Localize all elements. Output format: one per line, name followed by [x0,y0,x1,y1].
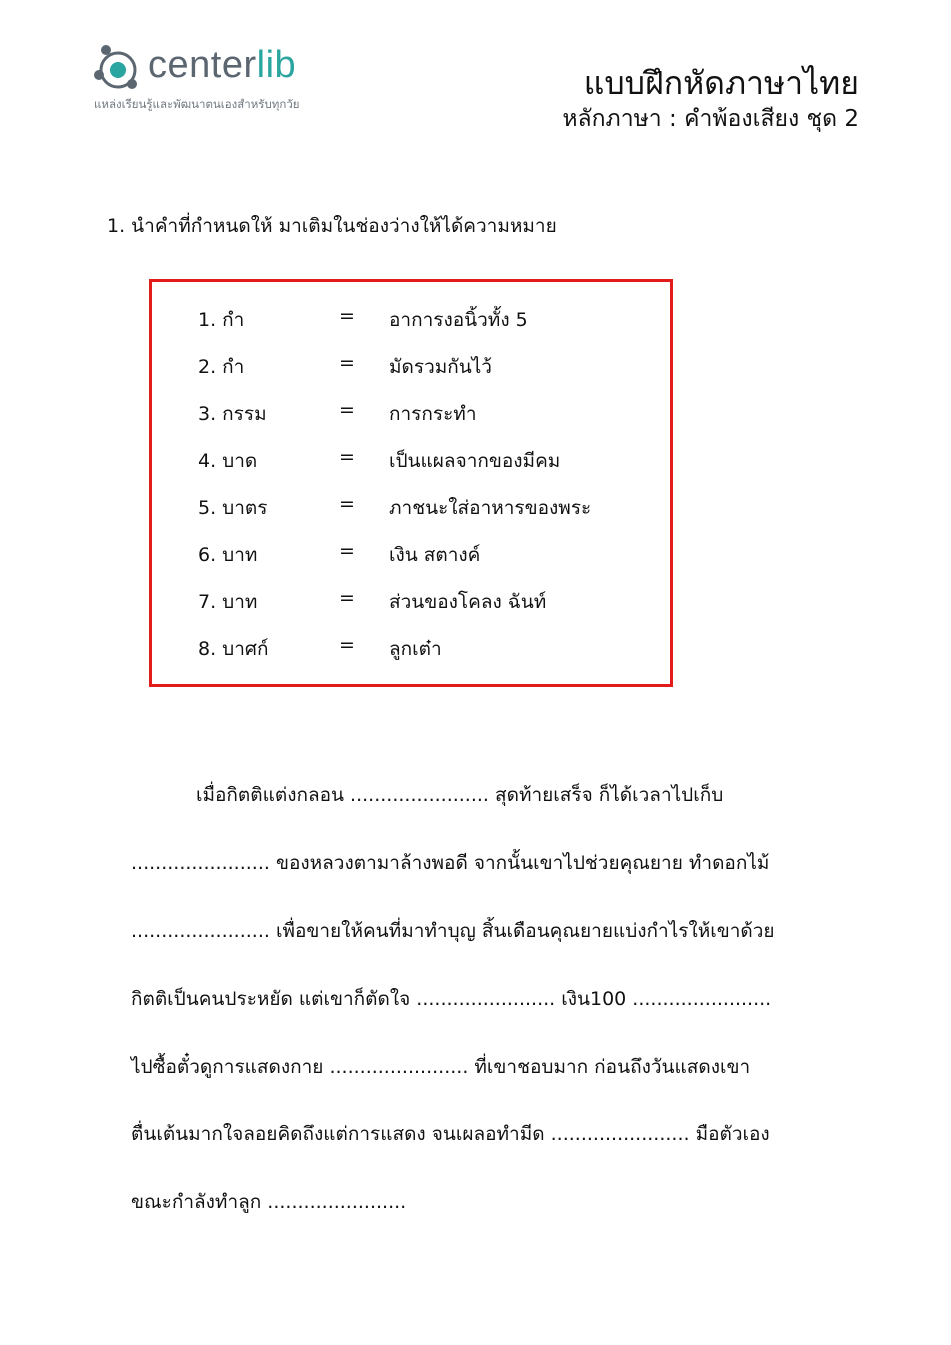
equals-sign: = [339,352,355,374]
word-term: 6. บาท [198,544,258,566]
page-title: แบบฝึกหัดภาษาไทย [583,64,859,102]
word-term: 2. กำ [198,356,245,378]
word-list-box [149,279,673,687]
word-meaning: เป็นแผลจากของมีคม [389,450,561,472]
equals-sign: = [339,493,355,515]
word-meaning: เงิน สตางค์ [389,544,481,566]
equals-sign: = [339,305,355,327]
equals-sign: = [339,587,355,609]
word-meaning: การกระทำ [389,403,477,425]
paragraph-line: ....................... เพื่อขายให้คนที่มาทำบุญ สิ้นเดือนคุณยายแบ่งกำไรให้เขาด้วย [131,920,775,942]
molecule-logo-icon [92,42,144,94]
paragraph-line: ....................... ของหลวงตามาล้างพอดี จากนั้นเขาไปช่วยคุณยาย ทำดอกไม้ [131,852,770,874]
paragraph-line: เมื่อกิตติแต่งกลอน ....................... สุดท้ายเสร็จ ก็ได้เวลาไปเก็บ [196,784,724,806]
equals-sign: = [339,446,355,468]
equals-sign: = [339,399,355,421]
word-meaning: ส่วนของโคลง ฉันท์ [389,591,547,613]
word-term: 3. กรรม [198,403,267,425]
word-meaning: อาการงอนิ้วทั้ง 5 [389,309,528,331]
paragraph-line: ไปซื้อตั๋วดูการแสดงกาย ....................... ที่เขาชอบมาก ก่อนถึงวันแสดงเขา [131,1056,751,1078]
paragraph-line: ขณะกำลังทำลูก ....................... [131,1191,407,1213]
centerlib-logo [92,40,352,120]
logo-text-lib: lib [256,44,297,86]
word-term: 7. บาท [198,591,258,613]
word-meaning: ลูกเต๋า [389,638,442,660]
word-meaning: มัดรวมกันไว้ [389,356,492,378]
word-term: 1. กำ [198,309,245,331]
logo-wordmark [148,44,296,87]
logo-text-center: center [148,44,257,86]
paragraph-line: กิตติเป็นคนประหยัด แต่เขาก็ตัดใจ ....................... เงิน100 ....................... [131,988,772,1010]
equals-sign: = [339,634,355,656]
page-subtitle: หลักภาษา : คำพ้องเสียง ชุด 2 [562,106,859,132]
equals-sign: = [339,540,355,562]
word-term: 4. บาด [198,450,258,472]
word-term: 8. บาศก์ [198,638,269,660]
word-term: 5. บาตร [198,497,268,519]
logo-tagline: แหล่งเรียนรู้และพัฒนาตนเองสำหรับทุกวัย [94,97,300,111]
word-meaning: ภาชนะใส่อาหารของพระ [389,497,592,519]
instruction-text: 1. นำคำที่กำหนดให้ มาเติมในช่องว่างให้ได้ความหมาย [107,215,557,237]
paragraph-line: ตื่นเต้นมากใจลอยคิดถึงแต่การแสดง จนเผลอทำมีด ....................... มือตัวเอง [131,1123,770,1145]
